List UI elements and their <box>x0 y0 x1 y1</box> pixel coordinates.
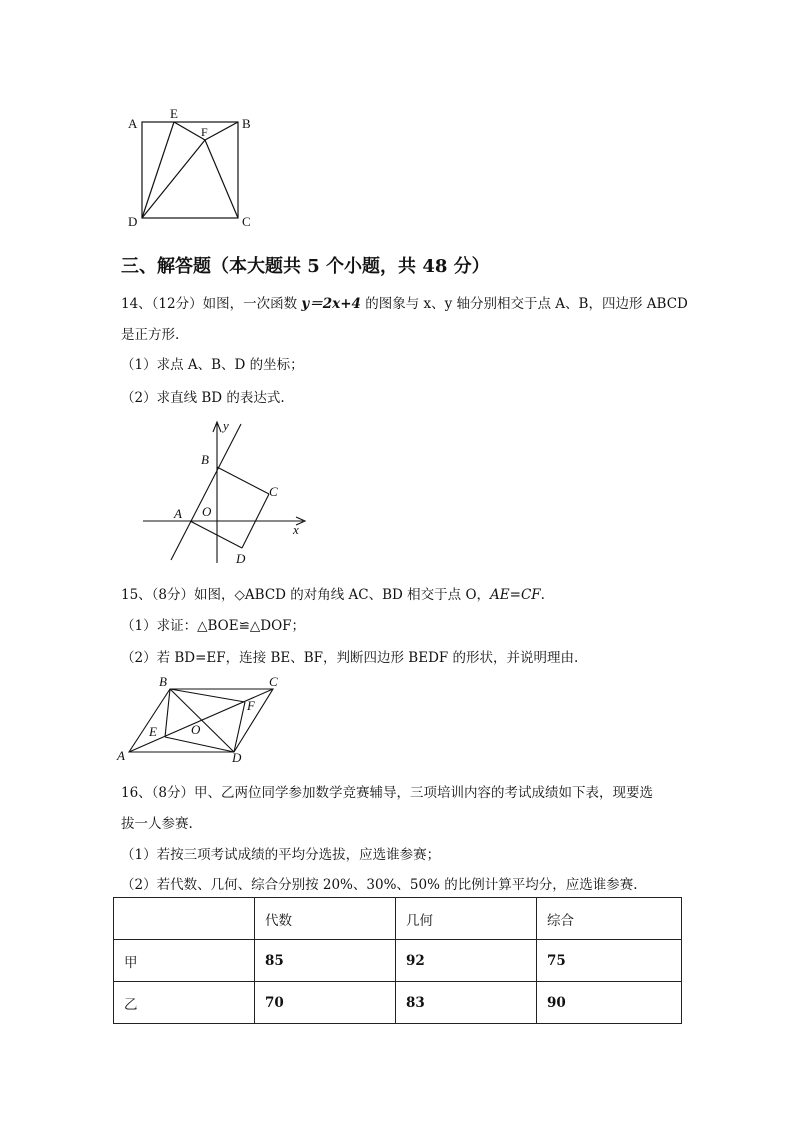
pg-B-label: B <box>159 674 167 689</box>
table-header-cell: 几何 <box>396 898 537 940</box>
table-cell: 70 <box>255 982 396 1024</box>
q14-part2: （2）求直线 BD 的表达式. <box>121 390 285 406</box>
point-B-label: B <box>201 452 209 467</box>
q15-part1: （1）求证：△BOE≌△DOF； <box>121 618 306 634</box>
pg-A-label: A <box>117 748 125 763</box>
q16-part2: （2）若代数、几何、综合分别按 20%、30%、50% 的比例计算平均分，应选谁参赛. <box>121 877 638 893</box>
origin-O-label: O <box>202 504 212 519</box>
pg-O-label: O <box>191 722 201 737</box>
q15-suffix: . <box>540 587 545 603</box>
q14-figure <box>135 418 315 568</box>
q14-line1 <box>121 292 688 312</box>
pg-D-label: D <box>232 750 242 764</box>
pg-F-label: F <box>247 698 255 713</box>
label-D: D <box>128 214 138 229</box>
table-header-cell: 综合 <box>537 898 682 940</box>
point-C-label: C <box>269 484 278 499</box>
table-cell: 85 <box>255 940 396 982</box>
q14-line2: 是正方形. <box>121 327 180 343</box>
table-cell: 92 <box>396 940 537 982</box>
q15-figure <box>115 672 290 764</box>
point-D-label: D <box>236 551 246 566</box>
table-cell: 83 <box>396 982 537 1024</box>
table-header-cell: 代数 <box>255 898 396 940</box>
label-B: B <box>242 116 251 131</box>
q14-formula: y＝2x+4 <box>301 296 361 312</box>
label-E: E <box>170 108 178 121</box>
pg-C-label: C <box>269 674 278 689</box>
q15-formula: AE=CF <box>490 587 541 603</box>
q14-suffix: 的图象与 x、y 轴分别相交于点 A、B，四边形 ABCD <box>360 296 688 312</box>
q15-line1 <box>121 583 545 603</box>
section-heading: 三、解答题（本大题共 5 个小题，共 48 分） <box>121 256 490 277</box>
label-C: C <box>242 214 251 229</box>
table-cell: 90 <box>537 982 682 1024</box>
square-figure <box>120 108 260 233</box>
table-row <box>114 940 682 982</box>
q14-part1: （1）求点 A、B、D 的坐标； <box>121 357 304 373</box>
table-cell-student: 乙 <box>114 982 255 1024</box>
table-header-cell <box>114 898 255 940</box>
q14-prefix: 14、（12分）如图，一次函数 <box>121 296 302 312</box>
q16-line2: 拔一人参赛. <box>121 816 193 832</box>
table-cell-student: 甲 <box>114 940 255 982</box>
table-row <box>114 982 682 1024</box>
label-A: A <box>128 116 138 131</box>
label-F: F <box>201 125 208 139</box>
score-table <box>113 897 682 1024</box>
axis-x-label: x <box>293 522 299 537</box>
point-A-label: A <box>174 506 182 521</box>
q16-line1: 16、（8分）甲、乙两位同学参加数学竞赛辅导，三项培训内容的考试成绩如下表，现要选 <box>121 785 654 801</box>
table-cell: 75 <box>537 940 682 982</box>
q15-part2: （2）若 BD=EF，连接 BE、BF，判断四边形 BEDF 的形状，并说明理由. <box>121 650 579 666</box>
axis-y-label: y <box>223 418 229 433</box>
table-header-row <box>114 898 682 940</box>
q15-prefix: 15、（8分）如图，◇ABCD 的对角线 AC、BD 相交于点 O， <box>121 587 491 603</box>
q16-part1: （1）若按三项考试成绩的平均分选拔，应选谁参赛； <box>121 847 441 863</box>
pg-E-label: E <box>149 724 157 739</box>
